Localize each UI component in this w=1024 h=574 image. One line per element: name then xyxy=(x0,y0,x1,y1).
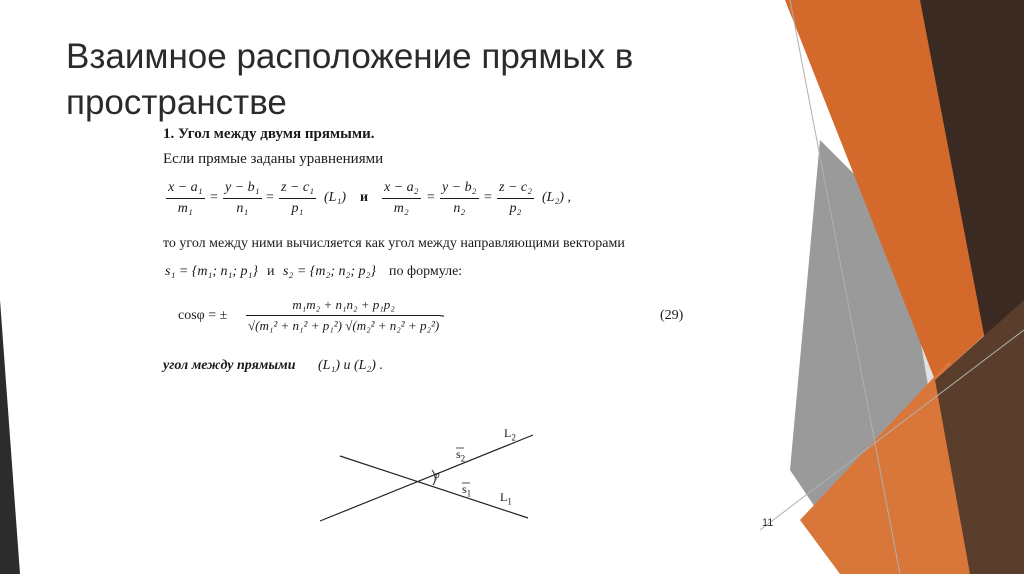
vector-s2: s₂ = {m₂; n₂; p₂} xyxy=(283,264,376,279)
formula-denominator-root-2: √(m₂² + n₂² + p₂²) xyxy=(345,318,440,333)
equals-sign: = xyxy=(266,190,274,205)
and-word: и xyxy=(360,190,369,205)
fraction-numerator: z − c₂ xyxy=(499,180,532,195)
explanation-text: то угол между ними вычисляется как угол между направляющими векторами xyxy=(163,236,625,251)
formula-numerator: m₁m₂ + n₁n₂ + p₁p₂ xyxy=(292,297,395,312)
fraction-numerator: x − a₁ xyxy=(168,180,203,195)
line1-label: (L₁) xyxy=(324,190,346,205)
line-L1 xyxy=(340,456,528,518)
label-s2 xyxy=(456,447,465,463)
vector-s1: s₁ = {m₁; n₁; p₁} xyxy=(165,264,258,279)
label-L1-sub: 1 xyxy=(507,496,512,507)
fraction-numerator: y − b₂ xyxy=(442,180,477,195)
label-s2-sub: 2 xyxy=(460,453,466,464)
formula-denominator-root-1: √(m₁² + n₁² + p₁²) xyxy=(248,318,342,333)
label-phi: φ xyxy=(434,470,440,481)
fraction-denominator: n₂ xyxy=(453,201,466,216)
conclusion-rest: (L₁) и (L₂) . xyxy=(318,358,383,373)
label-L1 xyxy=(500,490,512,506)
fraction-denominator: m₂ xyxy=(393,201,409,216)
label-s1-letter: s xyxy=(462,482,467,496)
line-L2 xyxy=(320,435,533,521)
equals-sign: = xyxy=(210,190,218,205)
vector-and-word: и xyxy=(267,264,275,279)
fraction-denominator: m₁ xyxy=(177,201,193,216)
label-s1 xyxy=(462,482,471,498)
fraction-numerator: z − c₁ xyxy=(281,180,314,195)
equals-sign: = xyxy=(427,190,435,205)
conclusion-italic: угол между прямыми xyxy=(163,358,296,373)
label-L2-letter: L xyxy=(504,426,512,440)
page-number: 11 xyxy=(762,517,774,529)
equals-sign: = xyxy=(484,190,492,205)
slide-title: Взаимное расположение прямых в пространстве xyxy=(66,37,634,122)
fraction-denominator: p₂ xyxy=(509,201,522,216)
fraction-numerator: x − a₂ xyxy=(384,180,419,195)
formula-tail: - xyxy=(440,308,445,323)
section-heading: 1. Угол между двумя прямыми. xyxy=(163,126,375,142)
line2-label: (L₂) , xyxy=(542,190,571,205)
formula-number: (29) xyxy=(660,308,684,323)
label-s2-letter: s xyxy=(456,447,461,461)
label-L2 xyxy=(504,426,516,442)
label-s1-sub: 1 xyxy=(466,488,472,499)
by-formula-text: по формуле: xyxy=(389,264,463,279)
fraction-denominator: n₁ xyxy=(236,201,249,216)
fraction-numerator: y − b₁ xyxy=(225,180,260,195)
label-L1-letter: L xyxy=(500,490,508,504)
label-L2-sub: 2 xyxy=(511,432,516,443)
formula-lhs: cosφ = ± xyxy=(178,308,228,323)
intro-text: Если прямые заданы уравнениями xyxy=(163,151,384,167)
fraction-denominator: p₁ xyxy=(291,201,304,216)
